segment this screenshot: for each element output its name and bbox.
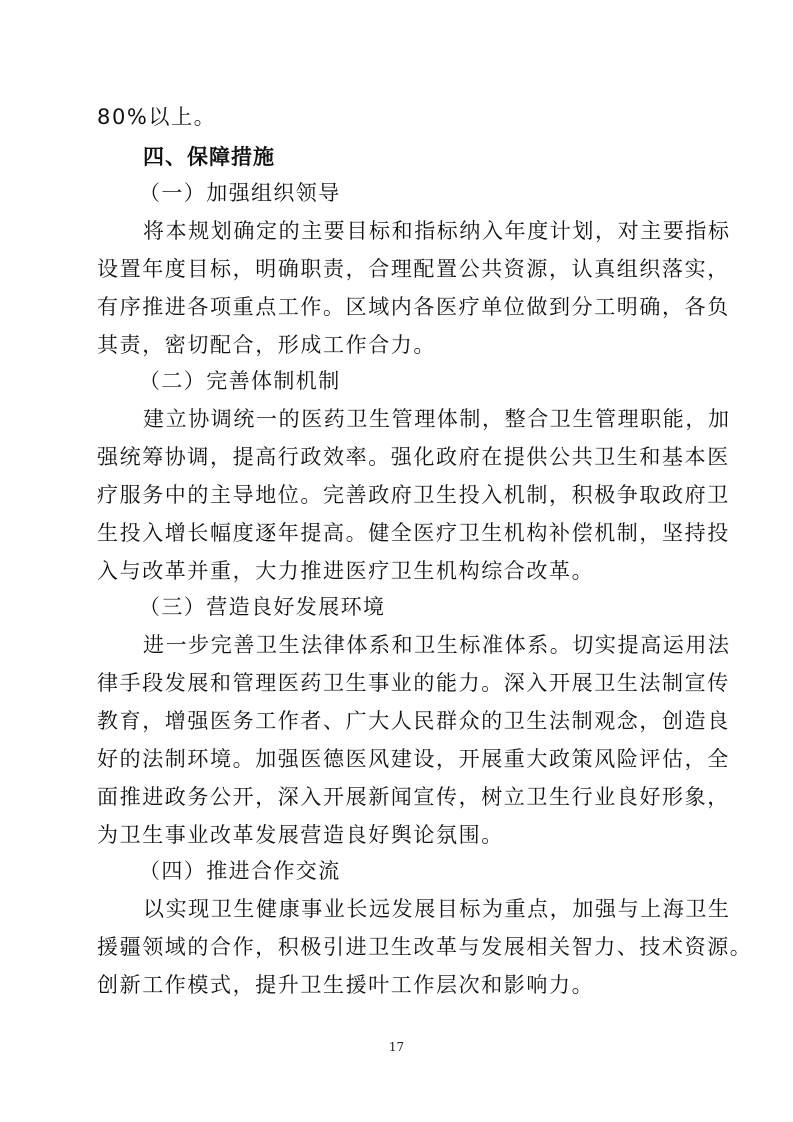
text-line: 有序推进各项重点工作。区域内各医疗单位做到分工明确，各负 — [97, 295, 730, 319]
text-line: 生投入增长幅度逐年提高。健全医疗卫生机构补偿机制，坚持投 — [97, 521, 730, 545]
subsection-heading: （二）完善体制机制 — [139, 369, 341, 393]
text-line: 创新工作模式，提升卫生援叶工作层次和影响力。 — [97, 973, 595, 997]
text-line: 为卫生事业改革发展营造良好舆论氛围。 — [97, 823, 504, 847]
subsection-heading: （三）营造良好发展环境 — [139, 595, 386, 619]
text-line: 以实现卫生健康事业长远发展目标为重点，加强与上海卫生 — [143, 897, 731, 921]
text-line: 设置年度目标，明确职责，合理配置公共资源，认真组织落实， — [97, 257, 730, 281]
page-number: 17 — [388, 1040, 405, 1054]
text-line: 好的法制环境。加强医德医风建设，开展重大政策风险评估，全 — [97, 747, 730, 771]
text-line: 进一步完善卫生法律体系和卫生标准体系。切实提高运用法 — [143, 633, 731, 657]
text-line: 入与改革并重，大力推进医疗卫生机构综合改革。 — [97, 559, 595, 583]
subsection-heading: （四）推进合作交流 — [139, 859, 341, 883]
text-line: 面推进政务公开，深入开展新闻宣传，树立卫生行业良好形象， — [97, 785, 730, 809]
text-line: 援疆领域的合作，积极引进卫生改革与发展相关智力、技术资源。 — [97, 935, 753, 959]
text-line: 其责，密切配合，形成工作合力。 — [97, 333, 436, 357]
section-heading: 四、保障措施 — [143, 145, 275, 169]
text-line: 教育，增强医务工作者、广大人民群众的卫生法制观念，创造良 — [97, 709, 730, 733]
text-line: 强统筹协调，提高行政效率。强化政府在提供公共卫生和基本医 — [97, 445, 730, 469]
text-line: 律手段发展和管理医药卫生事业的能力。深入开展卫生法制宣传 — [97, 671, 730, 695]
subsection-heading: （一）加强组织领导 — [139, 181, 341, 205]
text-line: 疗服务中的主导地位。完善政府卫生投入机制，积极争取政府卫 — [97, 483, 730, 507]
text-line: 建立协调统一的医药卫生管理体制，整合卫生管理职能，加 — [143, 407, 731, 431]
text-line: 将本规划确定的主要目标和指标纳入年度计划，对主要指标 — [143, 219, 731, 243]
text-line: 80%以上。 — [97, 105, 217, 129]
